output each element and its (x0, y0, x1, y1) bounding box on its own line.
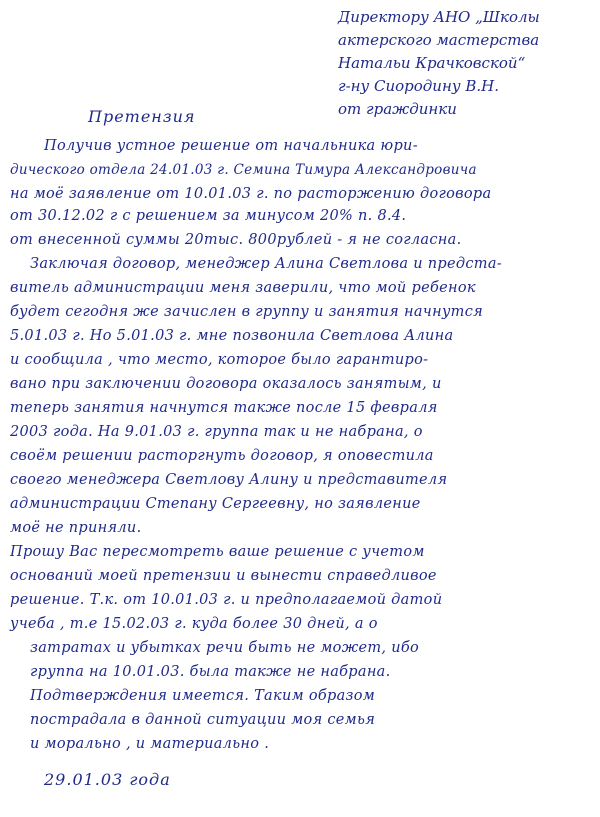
addressee-line: г-ну Сиородину В.Н. (338, 77, 499, 95)
addressee-block (338, 6, 540, 121)
body-line: Прошу Вас пересмотреть ваше решение с учетом (10, 544, 425, 560)
addressee-line: актерского мастерства (338, 31, 540, 49)
addressee-line: Натальи Крачковской“ (338, 54, 526, 72)
body-line: теперь занятия начнутся также после 15 февраля (10, 400, 438, 416)
body-line: группа на 10.01.03. была также не набрана. (30, 664, 391, 680)
letter-date: 29.01.03 года (44, 770, 171, 789)
body-line: и морально , и материально . (30, 736, 270, 752)
body-line: от внесенной суммы 20тыс. 800рублей - я не согласна. (10, 232, 462, 248)
body-line: моё не приняли. (10, 520, 142, 536)
body-line: своего менеджера Светлову Алину и представителя (10, 472, 448, 488)
body-line: 5.01.03 г. Но 5.01.03 г. мне позвонила Светлова Алина (10, 328, 454, 344)
body-line: на моё заявление от 10.01.03 г. по расторжению договора (10, 186, 492, 202)
addressee-line: от граждинки (338, 100, 457, 118)
body-line: от 30.12.02 г с решением за минусом 20% п. 8.4. (10, 208, 407, 224)
body-line: пострадала в данной ситуации моя семья (30, 712, 376, 728)
body-line: и сообщила , что место, которое было гарантиро- (10, 352, 429, 368)
body-line: администрации Степану Сергеевну, но заявление (10, 496, 421, 512)
body-line: витель администрации меня заверили, что мой ребенок (10, 280, 476, 296)
body-line: дического отдела 24.01.03 г. Семина Тимура Александровича (10, 162, 477, 178)
body-line: своём решении расторгнуть договор, я оповестила (10, 448, 434, 464)
addressee-line: Директору АНО „Школы (338, 8, 540, 26)
body-line: будет сегодня же зачислен в группу и занятия начнутся (10, 304, 484, 320)
body-line: Заключая договор, менеджер Алина Светлова и предста- (30, 256, 502, 272)
body-line: Подтверждения имеется. Таким образом (30, 688, 376, 704)
body-line: 2003 года. На 9.01.03 г. группа так и не набрана, о (10, 424, 423, 440)
body-line: оснований моей претензии и вынести справедливое (10, 568, 437, 584)
body-line: затратах и убытках речи быть не может, ибо (30, 640, 420, 656)
body-line: учеба , т.е 15.02.03 г. куда более 30 дней, а о (10, 616, 378, 632)
document-title: Претензия (88, 107, 196, 126)
body-line: вано при заключении договора оказалось занятым, и (10, 376, 442, 392)
body-line: Получив устное решение от начальника юри- (44, 138, 418, 154)
body-line: решение. Т.к. от 10.01.03 г. и предполагаемой датой (10, 592, 443, 608)
